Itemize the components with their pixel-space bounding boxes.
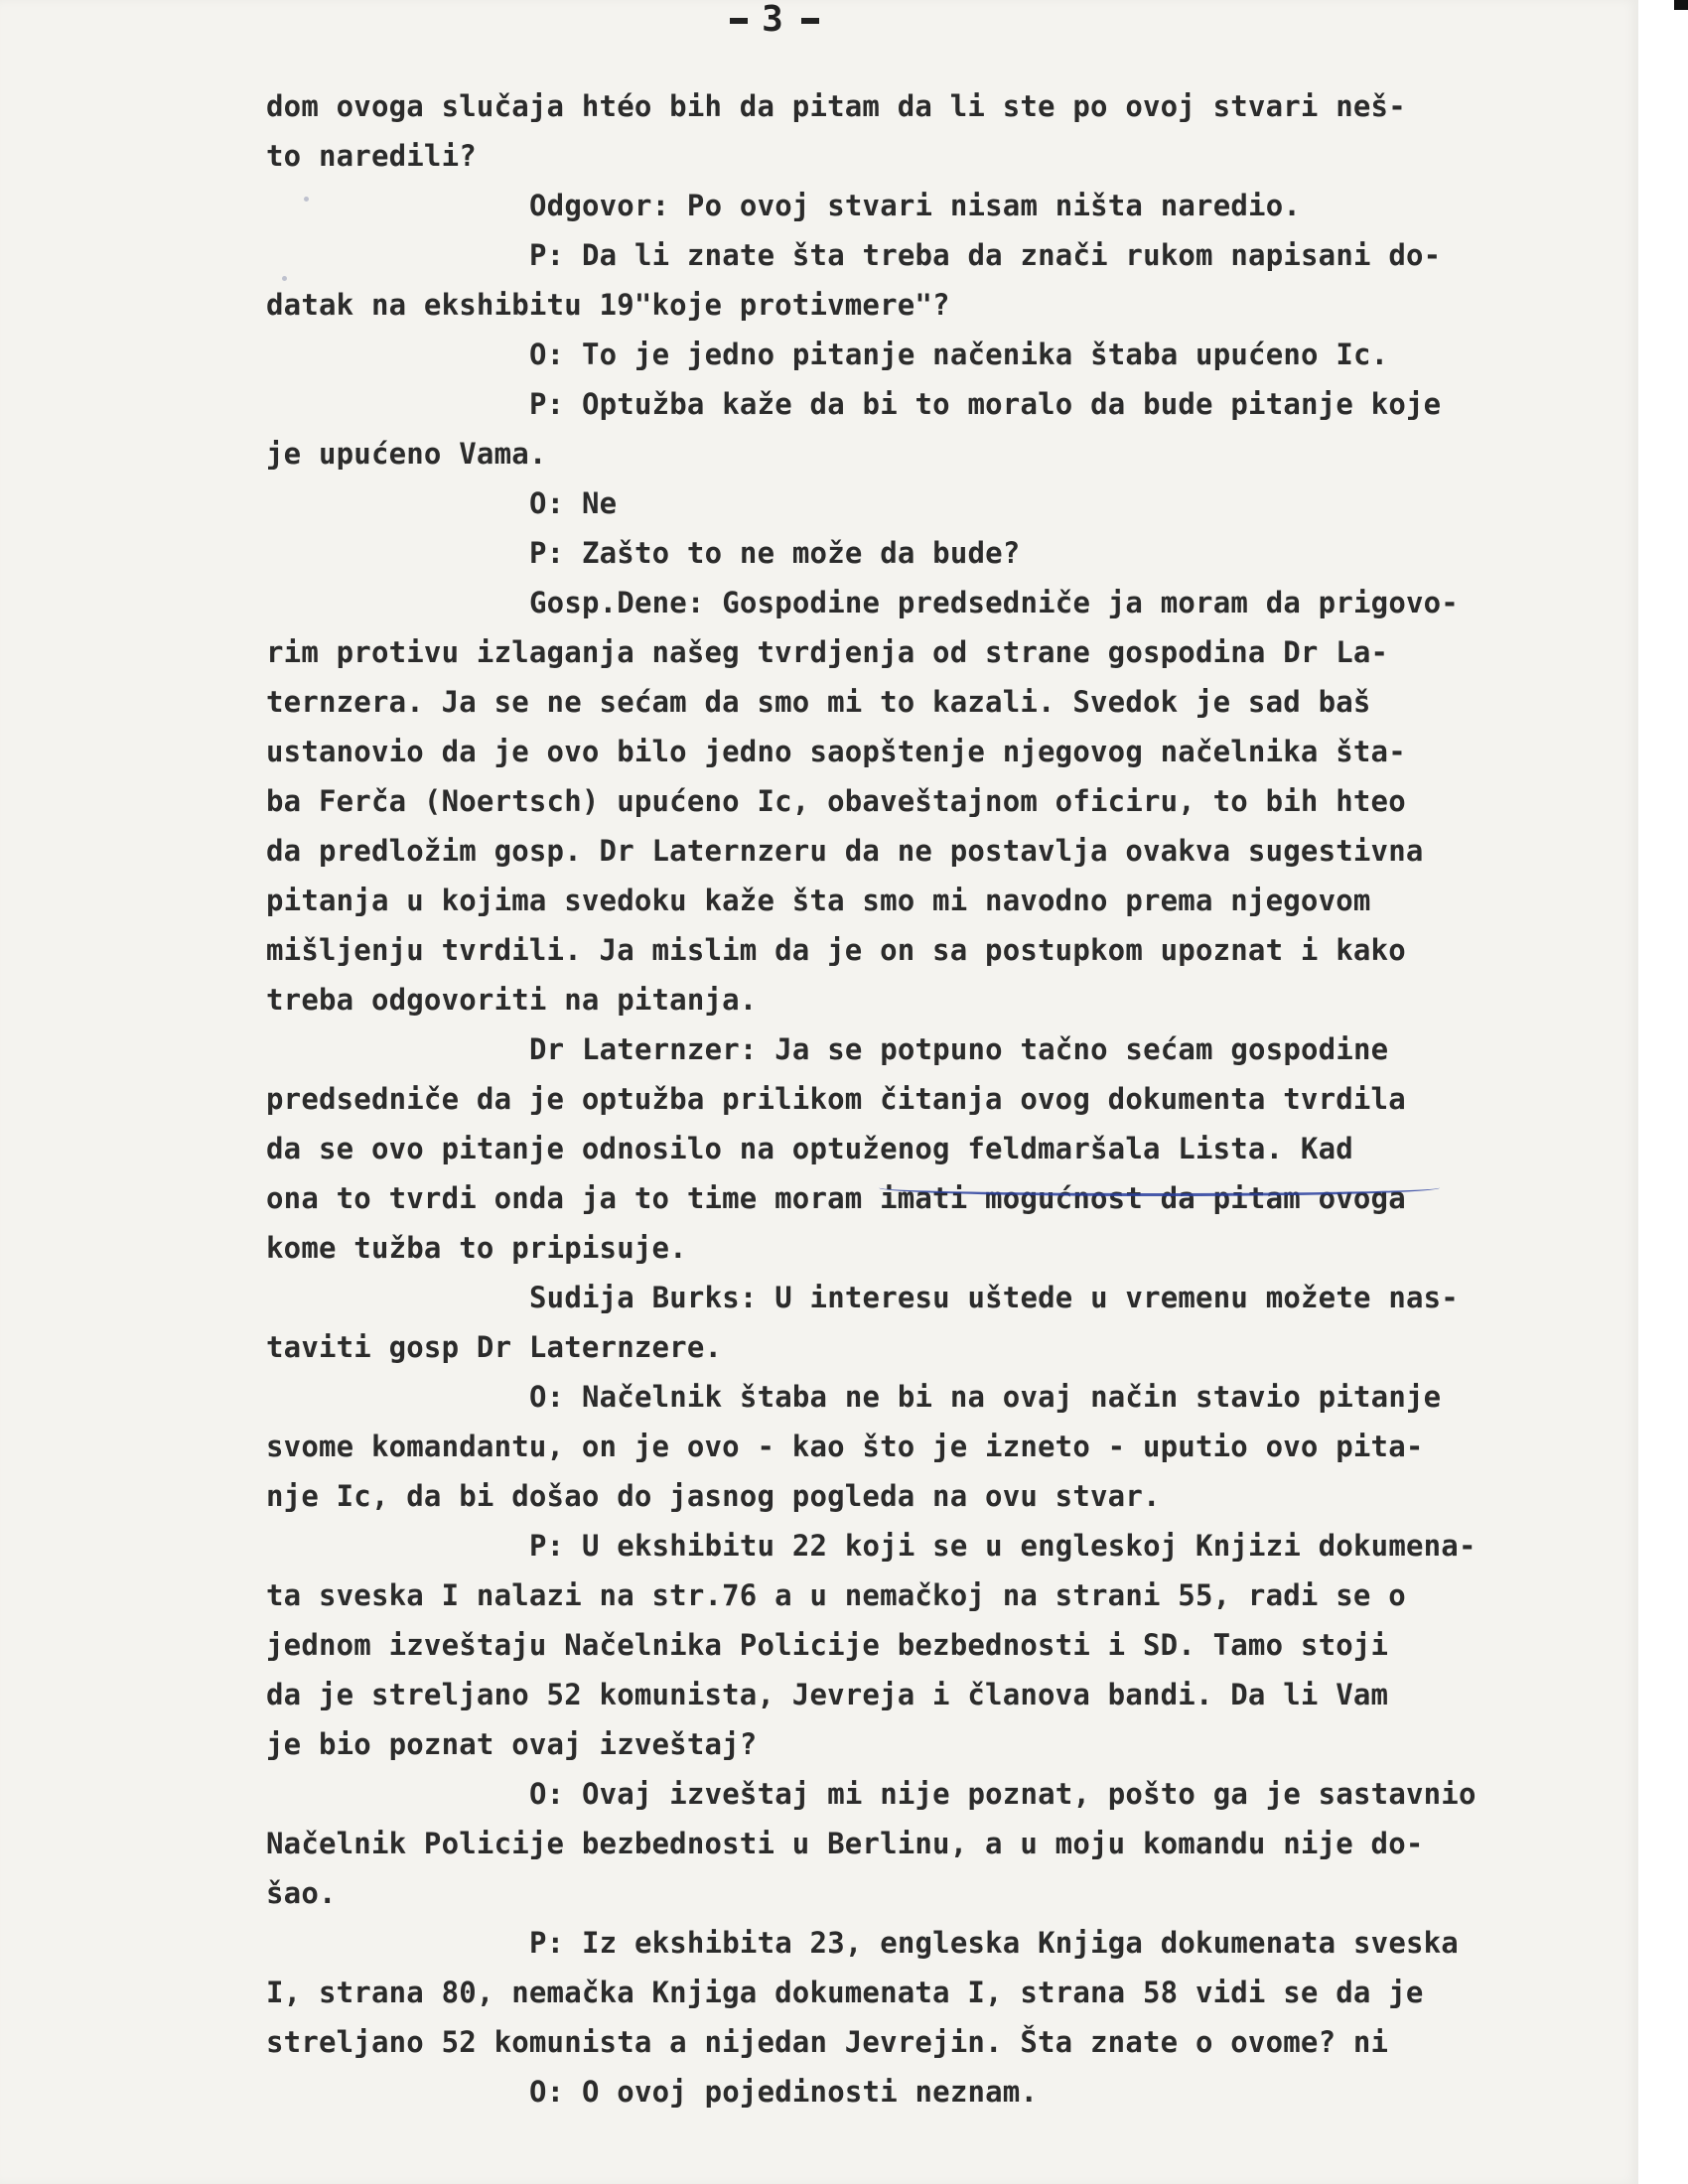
text-line: da je streljano 52 komunista, Jevreja i članova bandi. Da li Vam [266, 1678, 1389, 1711]
text-line: je bio poznat ovaj izveštaj? [266, 1727, 758, 1761]
text-line: rim protivu izlaganja našeg tvrdjenja od strane gospodina Dr La- [266, 635, 1389, 669]
text-line: da se ovo pitanje odnosilo na optuženog feldmaršala Lista. Kad [266, 1132, 1353, 1165]
scan-corner-mark [1674, 0, 1688, 10]
text-line: ustanovio da je ovo bilo jedno saopštenje njegovog načelnika šta- [266, 735, 1406, 768]
text-line: taviti gosp Dr Laternzere. [266, 1330, 723, 1364]
text-line: O: Ovaj izveštaj mi nije poznat, pošto ga je sastavnio [529, 1777, 1477, 1811]
text-line: O: Načelnik štaba ne bi na ovaj način stavio pitanje [529, 1380, 1442, 1414]
ink-speck [304, 197, 309, 202]
text-line: O: To je jedno pitanje načenika štaba upućeno Ic. [529, 338, 1389, 371]
text-line: svome komandantu, on je ovo - kao što je izneto - uputio ovo pita- [266, 1430, 1424, 1463]
ink-speck [282, 276, 287, 281]
page-number: 3 [685, 0, 864, 40]
text-line: I, strana 80, nemačka Knjiga dokumenata I, strana 58 vidi se da je [266, 1976, 1424, 2009]
text-line: treba odgovoriti na pitanja. [266, 983, 758, 1017]
text-line: predsedniče da je optužba prilikom čitanja ovog dokumenta tvrdila [266, 1082, 1406, 1116]
text-line: jednom izveštaju Načelnika Policije bezbednosti i SD. Tamo stoji [266, 1628, 1389, 1662]
text-line: šao. [266, 1876, 337, 1910]
text-line: Sudija Burks: U interesu uštede u vremenu možete nas- [529, 1281, 1459, 1314]
text-line: O: Ne [529, 486, 618, 520]
text-line: ona to tvrdi onda ja to time moram imati mogućnost da pitam ovoga [266, 1181, 1406, 1215]
text-line: P: Iz ekshibita 23, engleska Knjiga dokumenata sveska [529, 1926, 1459, 1960]
text-line: Načelnik Policije bezbednosti u Berlinu, a u moju komandu nije do- [266, 1827, 1424, 1860]
text-line: O: O ovoj pojedinosti neznam. [529, 2075, 1039, 2109]
text-line: je upućeno Vama. [266, 437, 547, 471]
text-line: ta sveska I nalazi na str.76 a u nemačkoj na strani 55, radi se o [266, 1578, 1406, 1612]
text-line: kome tužba to pripisuje. [266, 1231, 687, 1265]
text-line: ternzera. Ja se ne sećam da smo mi to kazali. Svedok je sad baš [266, 685, 1371, 719]
text-line: datak na ekshibitu 19"koje protivmere"? [266, 288, 950, 322]
text-line: mišljenju tvrdili. Ja mislim da je on sa postupkom upoznat i kako [266, 933, 1406, 967]
text-line: P: Optužba kaže da bi to moralo da bude pitanje koje [529, 387, 1442, 421]
text-line: ba Ferča (Noertsch) upućeno Ic, obaveštajnom oficiru, to bih hteo [266, 784, 1406, 818]
text-line: to naredili? [266, 139, 477, 173]
handwritten-underline [879, 1179, 1440, 1196]
text-line: nje Ic, da bi došao do jasnog pogleda na ovu stvar. [266, 1479, 1161, 1513]
text-line: Gosp.Dene: Gospodine predsedniče ja moram da prigovo- [529, 586, 1459, 619]
document-body [266, 81, 1636, 2116]
scan-margin [1672, 0, 1688, 2184]
text-line: Dr Laternzer: Ja se potpuno tačno sećam gospodine [529, 1032, 1389, 1066]
text-line: Odgovor: Po ovoj stvari nisam ništa naredio. [529, 189, 1302, 222]
text-line: P: Zašto to ne može da bude? [529, 536, 1021, 570]
text-line: P: Da li znate šta treba da znači rukom napisani do- [529, 238, 1442, 272]
text-line: P: U ekshibitu 22 koji se u engleskoj Knjizi dokumena- [529, 1529, 1477, 1563]
text-line: dom ovoga slučaja htéo bih da pitam da li ste po ovoj stvari neš- [266, 89, 1406, 123]
text-line: streljano 52 komunista a nijedan Jevrejin. Šta znate o ovome? ni [266, 2025, 1389, 2059]
text-line: da predložim gosp. Dr Laternzeru da ne postavlja ovakva sugestivna [266, 834, 1424, 868]
text-line: pitanja u kojima svedoku kaže šta smo mi navodno prema njegovom [266, 884, 1371, 917]
